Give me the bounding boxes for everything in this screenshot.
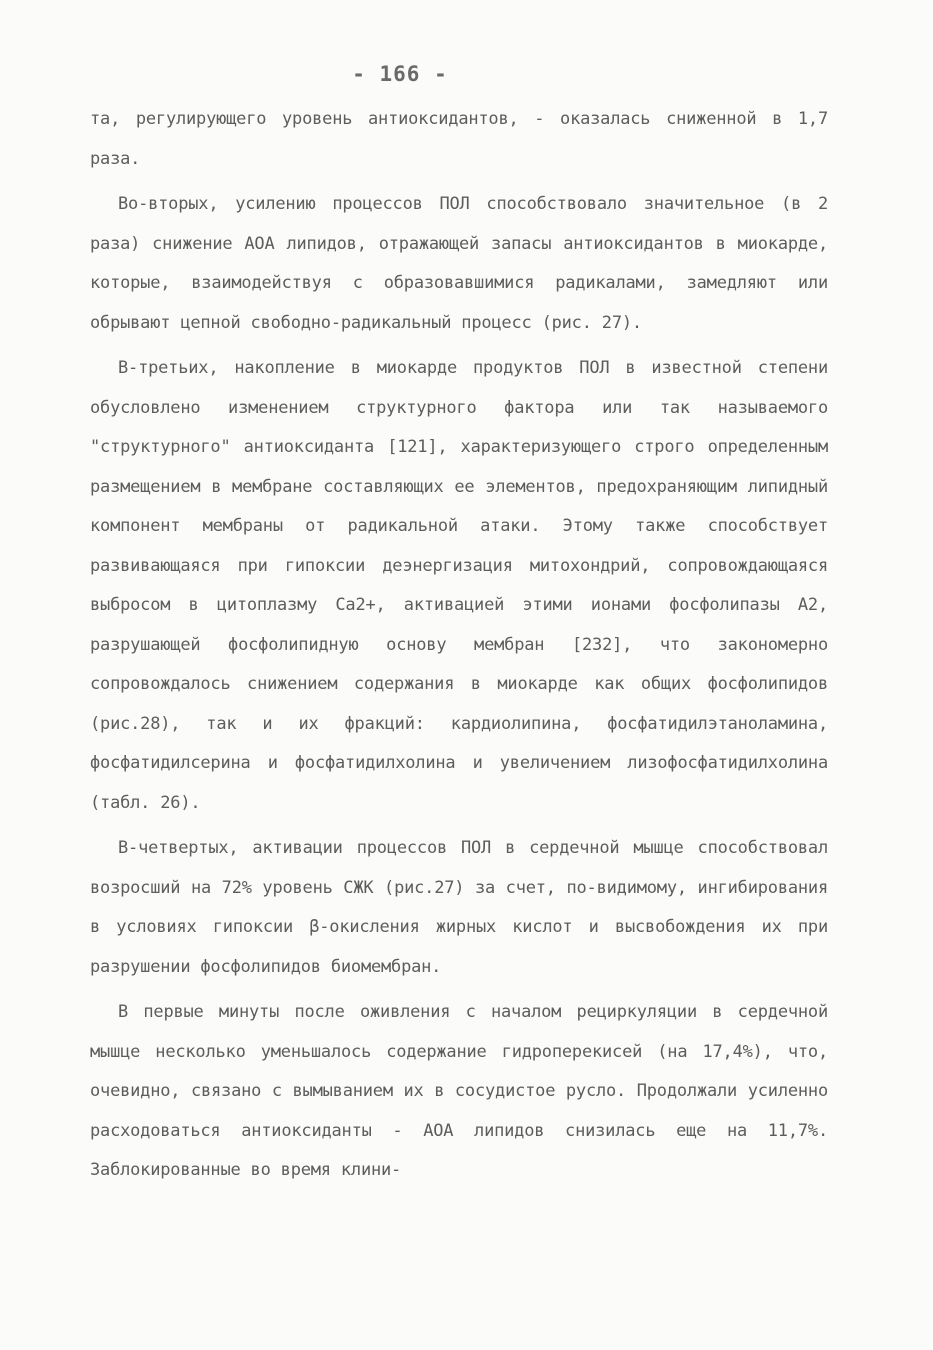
page-number: - 166 - (352, 62, 448, 86)
paragraph-third-point: В-третьих, накопление в миокарде продуктов ПОЛ в известной степени обусловлено изменением структурного фактора или так называемого "структурного" антиоксиданта [121], характеризующего строго определенным размещением в мембране составляющих ее элементов, предохраняющим липидный компонент мембраны от радикальной атаки. Этому также способствует развивающаяся при гипоксии деэнергизация митохондрий, сопровождающаяся выбросом в цитоплазму Ca2+, активацией этими ионами фосфолипазы A2, разрушающей фосфолипидную основу мембран [232], что закономерно сопровождалось снижением содержания в миокарде как общих фосфолипидов (рис.28), так и их фракций: кардиолипина, фосфатидилэтаноламина, фосфатидилсерина и фосфатидилхолина и увеличением лизофосфатидилхолина (табл. 26). (90, 358, 828, 813)
paragraph-second-point: Во-вторых, усилению процессов ПОЛ способствовало значительное (в 2 раза) снижение АОА липидов, отражающей запасы антиоксидантов в миокарде, которые, взаимодействуя с образовавшимися радикалами, замедляют или обрывают цепной свободно-радикальный процесс (рис. 27). (90, 194, 828, 333)
paragraph-continuation: та, регулирующего уровень антиоксидантов, - оказалась сниженной в 1,7 раза. (90, 109, 828, 169)
body-text (90, 100, 828, 1191)
paragraph-reperfusion: В первые минуты после оживления с началом рециркуляции в сердечной мышце несколько уменьшалось содержание гидроперекисей (на 17,4%), что, очевидно, связано с вымыванием их в сосудистое русло. Продолжали усиленно расходоваться антиоксиданты - АОА липидов снизилась еще на 11,7%. Заблокированные во время клини- (90, 1002, 828, 1180)
paragraph-fourth-point: В-четвертых, активации процессов ПОЛ в сердечной мышце способствовал возросший на 72% уровень СЖК (рис.27) за счет, по-видимому, ингибирования в условиях гипоксии β-окисления жирных кислот и высвобождения их при разрушении фосфолипидов биомембран. (90, 838, 828, 977)
